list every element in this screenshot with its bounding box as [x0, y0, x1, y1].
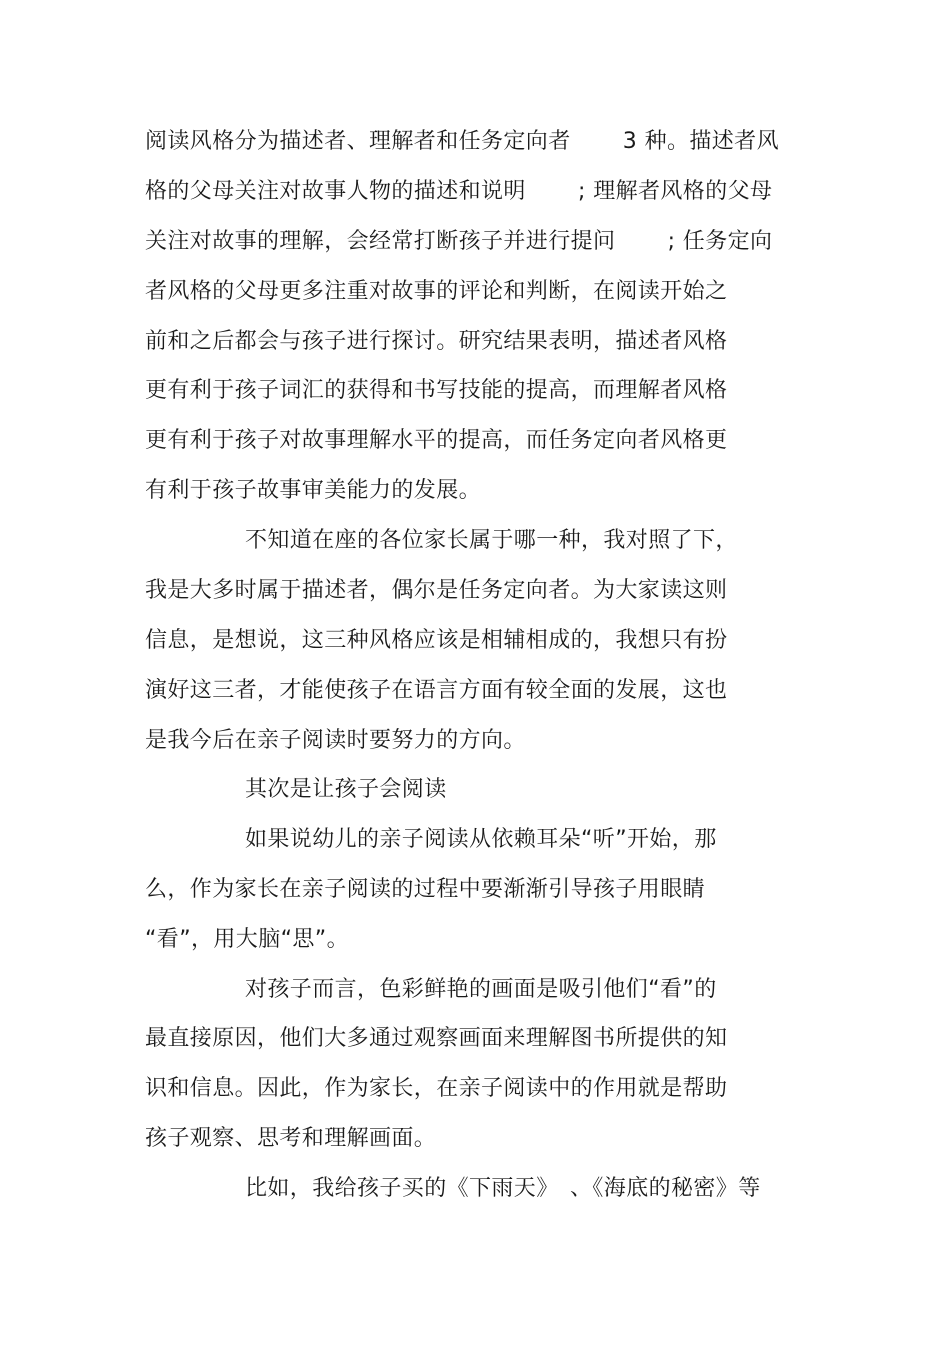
text-line: 关注对故事的理解，会经常打断孩子并进行提问 ; 任务定向: [145, 229, 773, 254]
text-line: 孩子观察、思考和理解画面。: [145, 1126, 437, 1151]
text-line: 么，作为家长在亲子阅读的过程中要渐渐引导孩子用眼睛: [145, 877, 706, 902]
text-line: 我是大多时属于描述者，偶尔是任务定向者。为大家读这则: [145, 578, 728, 603]
text-line: 更有利于孩子词汇的获得和书写技能的提高，而理解者风格: [145, 378, 728, 403]
text-line: 格的父母关注对故事人物的描述和说明 ; 理解者风格的父母: [145, 179, 773, 204]
text-line: “看”，用大脑“思”。: [145, 927, 349, 952]
paragraph-first-line: 不知道在座的各位家长属于哪一种，我对照了下，: [245, 528, 738, 553]
text-line: 最直接原因，他们大多通过观察画面来理解图书所提供的知: [145, 1026, 728, 1051]
text-line: 前和之后都会与孩子进行探讨。研究结果表明，描述者风格: [145, 329, 728, 354]
text-line: 者风格的父母更多注重对故事的评论和判断，在阅读开始之: [145, 279, 728, 304]
text-line: 阅读风格分为描述者、理解者和任务定向者 3 种。描述者风: [145, 129, 779, 154]
paragraph-first-line: 如果说幼儿的亲子阅读从依赖耳朵“听”开始，那: [245, 827, 717, 852]
paragraph-first-line: 对孩子而言，色彩鲜艳的画面是吸引他们“看”的: [245, 977, 717, 1002]
text-line: 是我今后在亲子阅读时要努力的方向。: [145, 728, 526, 753]
text-line: 演好这三者，才能使孩子在语言方面有较全面的发展，这也: [145, 678, 728, 703]
text-line: 信息，是想说，这三种风格应该是相辅相成的，我想只有扮: [145, 628, 728, 653]
text-line: 更有利于孩子对故事理解水平的提高，而任务定向者风格更: [145, 428, 728, 453]
text-line: 识和信息。因此，作为家长，在亲子阅读中的作用就是帮助: [145, 1076, 728, 1101]
paragraph-first-line: 比如，我给孩子买的《下雨天》 、《海底的秘密》等: [245, 1176, 761, 1201]
text-line: 有利于孩子故事审美能力的发展。: [145, 478, 482, 503]
section-heading: 其次是让孩子会阅读: [245, 777, 447, 802]
